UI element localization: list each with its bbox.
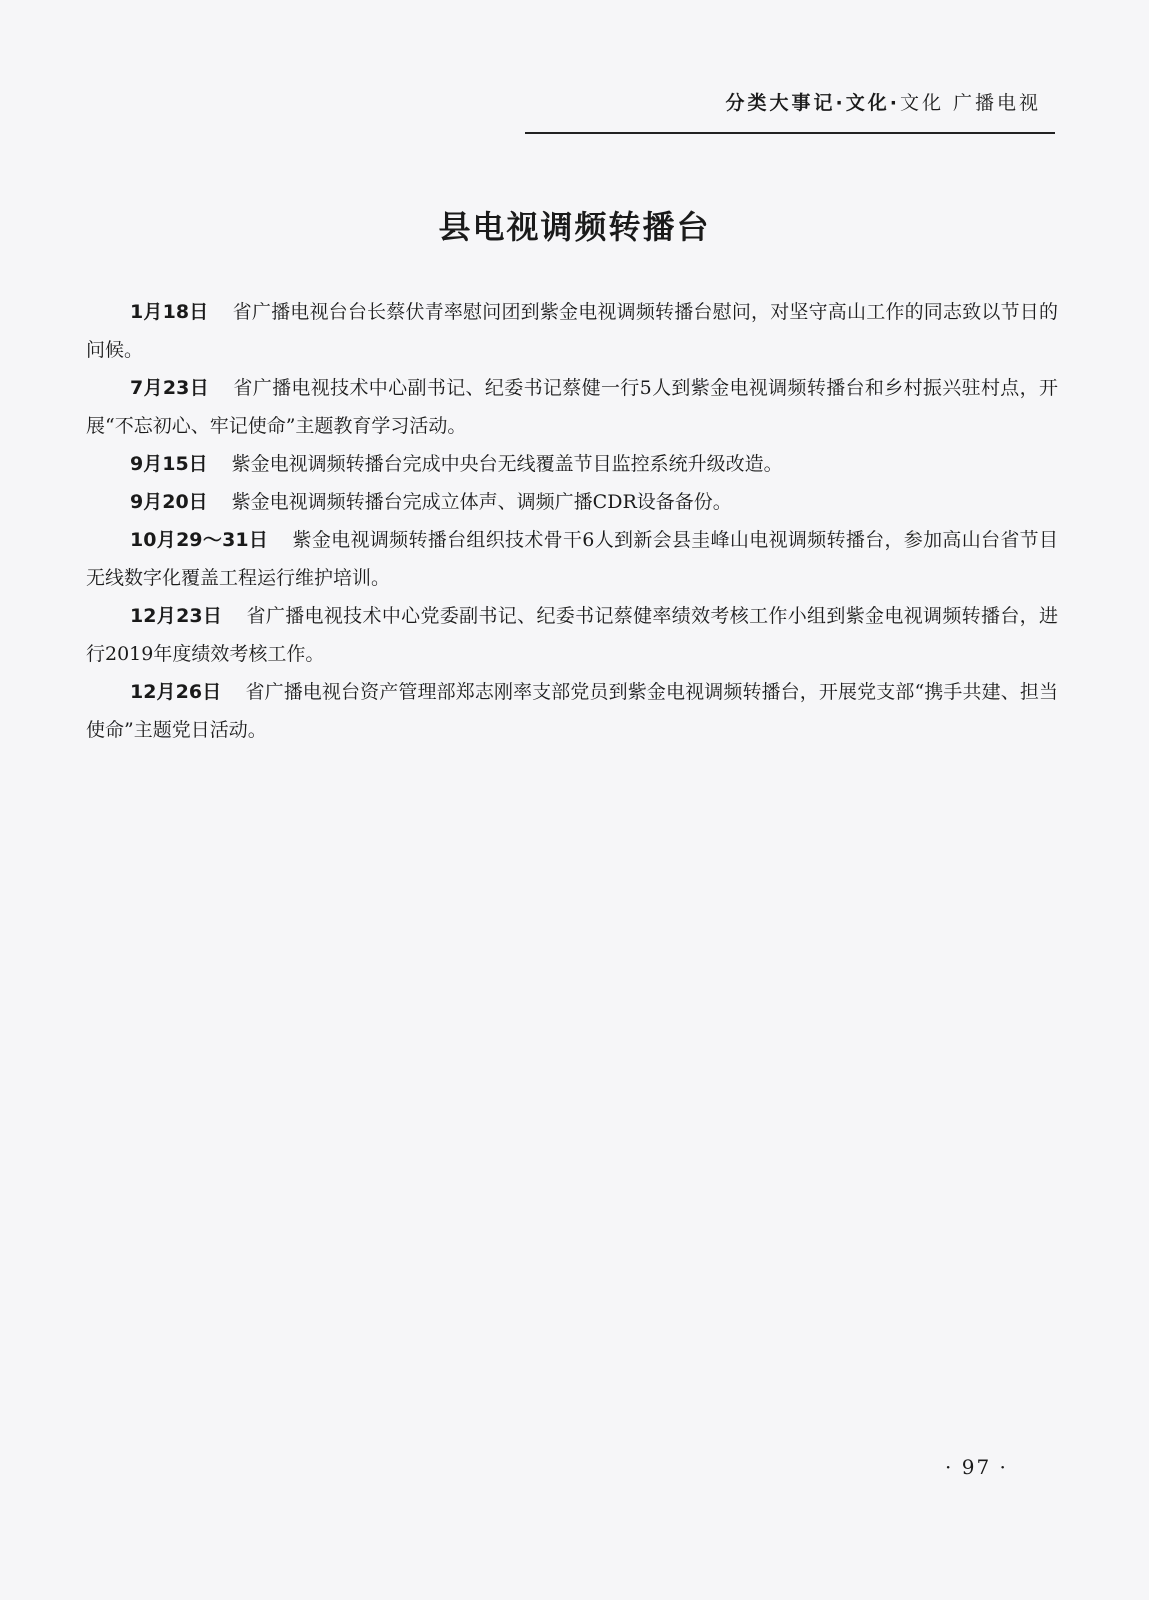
event-entry xyxy=(86,293,1058,369)
event-date: 9月20日 xyxy=(130,491,208,513)
event-entry xyxy=(86,369,1058,445)
event-text: 紫金电视调频转播台完成中央台无线覆盖节目监控系统升级改造。 xyxy=(231,453,783,475)
event-date: 1月18日 xyxy=(130,301,209,323)
running-header xyxy=(726,88,1041,115)
event-text: 紫金电视调频转播台完成立体声、调频广播CDR设备备份。 xyxy=(231,491,732,513)
page-number: · 97 · xyxy=(945,1455,1008,1479)
event-entry xyxy=(86,521,1058,597)
event-text: 紫金电视调频转播台组织技术骨干6人到新会县圭峰山电视调频转播台，参加高山台省节目无线数字化覆盖工程运行维护培训。 xyxy=(86,529,1059,589)
event-date: 12月23日 xyxy=(130,605,223,627)
event-entry xyxy=(86,673,1058,749)
event-list xyxy=(86,293,1058,749)
event-entry xyxy=(86,483,1058,521)
event-entry xyxy=(86,445,1058,483)
event-text: 省广播电视台资产管理部郑志刚率支部党员到紫金电视调频转播台，开展党支部“携手共建、担当使命”主题党日活动。 xyxy=(86,681,1058,741)
event-entry xyxy=(86,597,1058,673)
event-date: 10月29～31日 xyxy=(130,529,269,551)
header-rule xyxy=(525,132,1055,134)
running-header-category: 分类大事记·文化· xyxy=(725,92,900,114)
event-text: 省广播电视技术中心副书记、纪委书记蔡健一行5人到紫金电视调频转播台和乡村振兴驻村点，开展“不忘初心、牢记使命”主题教育学习活动。 xyxy=(86,377,1058,437)
event-text: 省广播电视台台长蔡伏青率慰问团到紫金电视调频转播台慰问，对坚守高山工作的同志致以节日的问候。 xyxy=(86,301,1058,361)
event-text: 省广播电视技术中心党委副书记、纪委书记蔡健率绩效考核工作小组到紫金电视调频转播台，进行2019年度绩效考核工作。 xyxy=(86,605,1058,665)
event-date: 9月15日 xyxy=(130,453,208,475)
event-date: 7月23日 xyxy=(130,377,210,399)
running-header-subcategory: 文化 广播电视 xyxy=(899,92,1041,114)
event-date: 12月26日 xyxy=(130,681,222,703)
section-title: 县电视调频转播台 xyxy=(438,208,711,246)
